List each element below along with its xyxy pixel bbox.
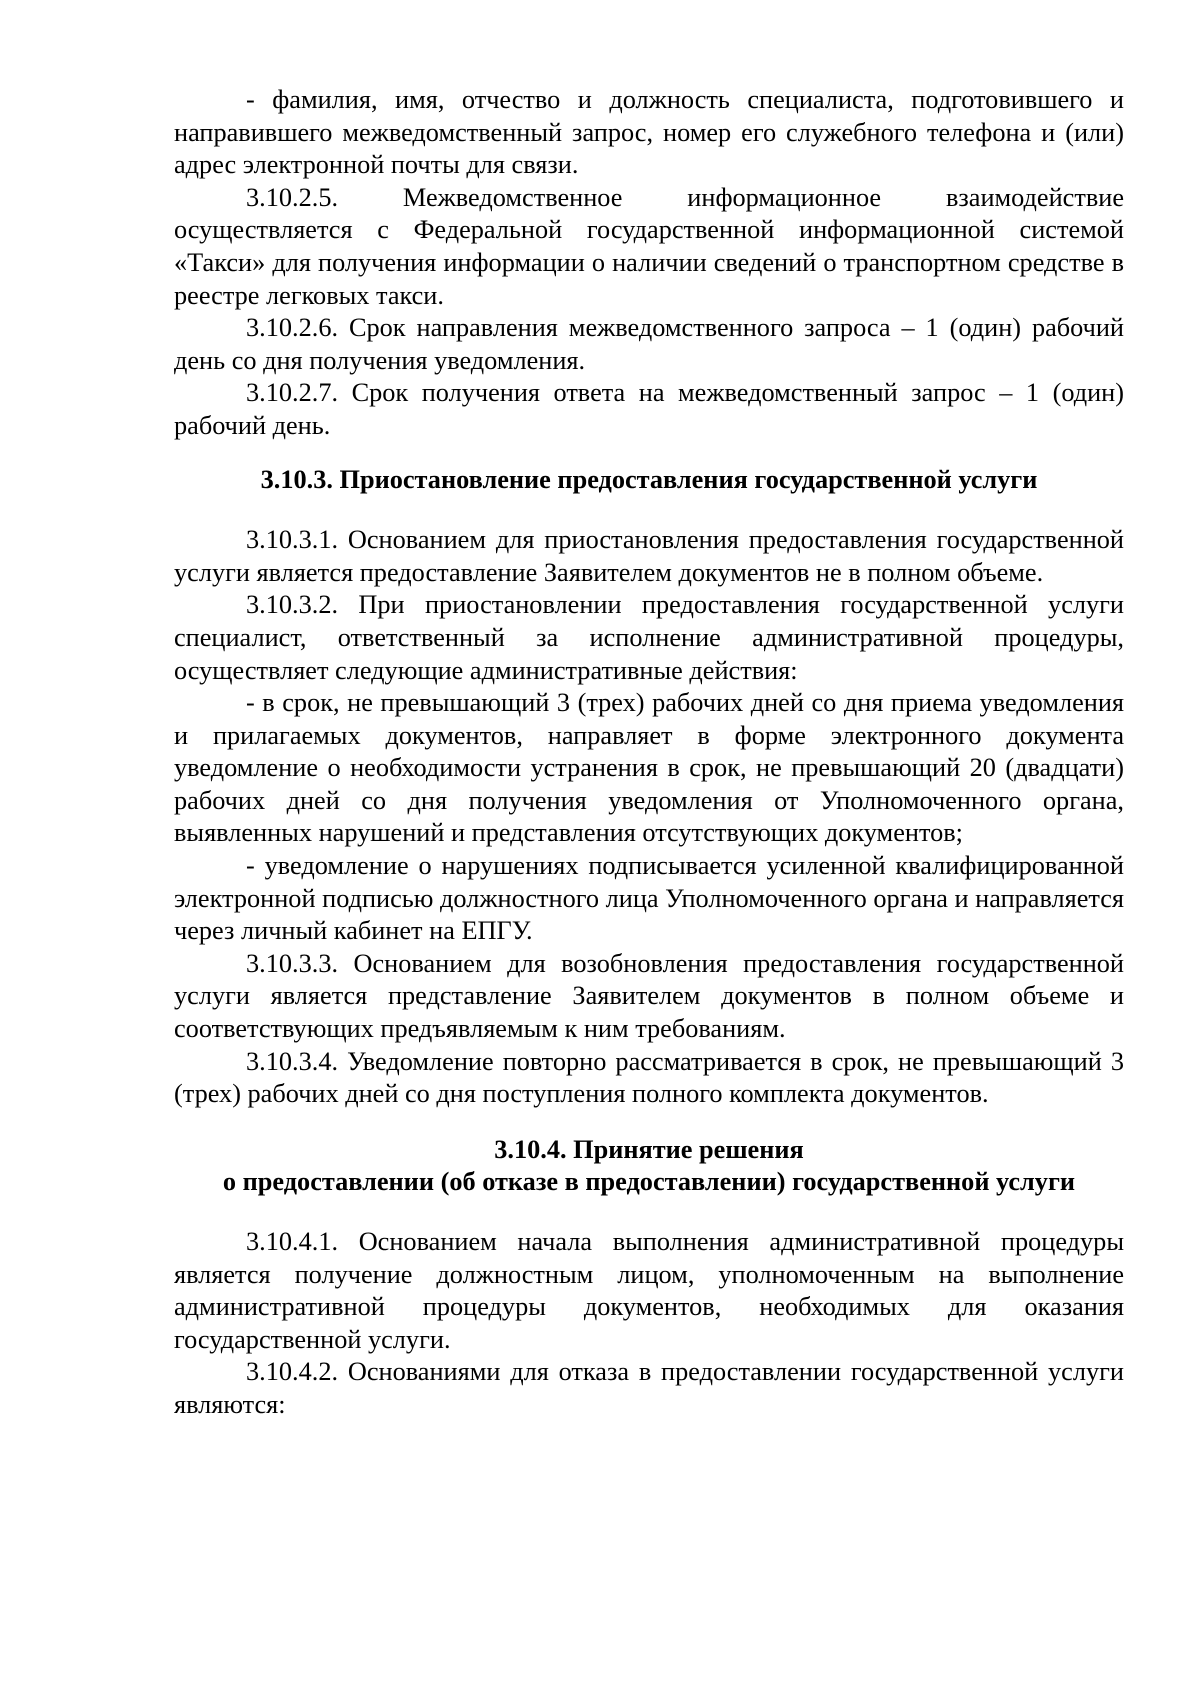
paragraph-3-10-2-6: 3.10.2.6. Срок направления межведомственного запроса – 1 (один) рабочий день со дня получения уведомления. [174, 313, 1124, 375]
paragraph-3-10-3-2: 3.10.3.2. При приостановлении предоставления государственной услуги специалист, ответственный за исполнение административной процедуры, осуществляет следующие административные действия: [174, 590, 1124, 685]
paragraph-3-10-3-4: 3.10.3.4. Уведомление повторно рассматривается в срок, не превышающий 3 (трех) рабочих дней со дня поступления полного комплекта документов. [174, 1046, 1124, 1109]
section-heading-3-10-4-line2: о предоставлении (об отказе в предоставлении) государственной услуги [222, 1167, 1076, 1197]
paragraph-3-10-4-1: 3.10.4.1. Основанием начала выполнения административной процедуры является получение должностным лицом, уполномоченным на выполнение административной процедуры документов, необходимых для оказания государственной услуги. [174, 1227, 1124, 1354]
paragraph-3-10-2-7: 3.10.2.7. Срок получения ответа на межведомственный запрос – 1 (один) рабочий день. [174, 378, 1124, 440]
document-page [174, 84, 1124, 1422]
section-heading-3-10-4 [174, 1134, 1124, 1199]
paragraph-3-10-4-2: 3.10.4.2. Основаниями для отказа в предоставлении государственной услуги являются: [174, 1357, 1124, 1419]
paragraph-contact-details: - фамилия, имя, отчество и должность специалиста, подготовившего и направившего межведомственный запрос, номер его служебного телефона и (или) адрес электронной почты для связи. [174, 85, 1124, 180]
section-heading-3-10-3: 3.10.3. Приостановление предоставления государственной услуги [260, 464, 1038, 494]
section-heading-3-10-4-line1: 3.10.4. Принятие решения [494, 1134, 804, 1164]
paragraph-3-10-3-1: 3.10.3.1. Основанием для приостановления предоставления государственной услуги является предоставление Заявителем документов не в полном объеме. [174, 525, 1124, 587]
paragraph-3-10-2-5: 3.10.2.5. Межведомственное информационное взаимодействие осуществляется с Федеральной государственной информационной системой «Такси» для получения информации о наличии сведений о транспортном средстве в реестре легковых такси. [174, 182, 1124, 310]
list-item-notification-deadline: - в срок, не превышающий 3 (трех) рабочих дней со дня приема уведомления и прилагаемых документов, направляет в форме электронного документа уведомление о необходимости устранения в срок, не превышающий 20 (двадцати) рабочих дней со дня получения уведомления от Уполномоченного органа, выявленных нарушений и представления отсутствующих документов; [174, 688, 1124, 848]
paragraph-3-10-3-3: 3.10.3.3. Основанием для возобновления предоставления государственной услуги является представление Заявителем документов в полном объеме и соответствующих предъявляемым к ним требованиям. [174, 948, 1124, 1044]
list-item-notification-signature: - уведомление о нарушениях подписывается усиленной квалифицированной электронной подписью должностного лица Уполномоченного органа и направляется через личный кабинет на ЕПГУ. [174, 851, 1124, 946]
